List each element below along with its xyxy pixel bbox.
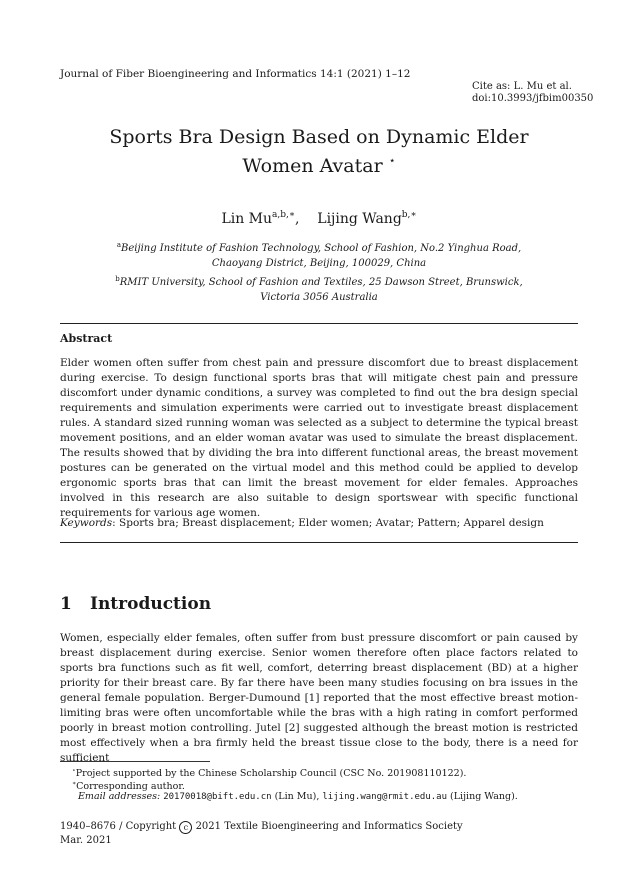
paper-title (60, 125, 578, 178)
author-affil-mark: a,b,∗ (272, 210, 295, 220)
footnote-project: ⋆Project supported by the Chinese Scholarship Council (CSC No. 201908110122). (72, 767, 467, 779)
title-line-1: Sports Bra Design Based on Dynamic Elder (109, 126, 529, 148)
keywords (60, 517, 578, 529)
author-affil-mark: b,∗ (401, 210, 417, 220)
abstract-heading: Abstract (60, 332, 113, 345)
issn: 1940–8676 / Copyright (60, 821, 177, 832)
affiliation-a: $^a$Beijing Institute of Fashion Technology, School of Fashion, No.2 Yinghua Road, Chaoyang District, Beijing, 100029, China (116, 241, 522, 269)
affiliation-b: $^b$RMIT University, School of Fashion and Textiles, 25 Dawson Street, Brunswick, Victoria 3056 Australia (115, 275, 523, 303)
doi: doi:10.3993/jfbim00350 (472, 93, 594, 104)
keywords-list: : Sports bra; Breast displacement; Elder women; Avatar; Pattern; Apparel design (112, 517, 544, 529)
publication-date: Mar. 2021 (60, 835, 112, 846)
section-title: Introduction (90, 594, 212, 614)
section-heading (60, 594, 211, 614)
footnote-corresponding: ∗Corresponding author. (72, 780, 185, 792)
footnote-emails: Email addresses: 20170018@bift.edu.cn (Lin Mu), lijing.wang@rmit.edu.au (Lijing Wang). (78, 791, 518, 802)
section-number: 1 (60, 594, 72, 614)
title-footnote-mark: ⋆ (388, 154, 396, 167)
email-link[interactable]: lijing.wang@rmit.edu.au (322, 792, 448, 802)
journal-header: Journal of Fiber Bioengineering and Informatics 14:1 (2021) 1–12 (60, 68, 411, 80)
cite-as: Cite as: L. Mu et al. (472, 81, 572, 92)
abstract-text: Elder women often suffer from chest pain and pressure discomfort due to breast displacement during exercise. To design functional sports bras that will mitigate chest pain and pressure discomfort under dynamic conditions, a survey was completed to find out the bra design special requirements and simulation experiments were carried out to investigate breast displacement rules. A standard sized running woman was selected as a subject to determine the typical breast movement positions, and an elder woman avatar was used to simulate the breast displacement. The results showed that by dividing the bra into different functional areas, the breast movement postures can be generated on the virtual model and this method could be applied to develop ergonomic sports bras that can limit the breast movement for elder females. Approaches involved in this research are also suitable to design sportswear with specific functional requirements for various age women. (60, 357, 578, 519)
copyright-footer (60, 820, 463, 848)
title-line-2: Women Avatar ⋆ (242, 154, 396, 177)
email-link[interactable]: 20170018@bift.edu.cn (163, 792, 272, 802)
intro-paragraph: Women, especially elder females, often suffer from bust pressure discomfort or pain caused by breast displacement during exercise. Senior women therefore often place factors related to sports bra functions such as fit well, comfort, deterring breast displacement (BD) at a higher priority for their breast care. By far there have been many studies focusing on bra issues in the general female population. Berger-Dumound [1] reported that the most effective breast motion-limiting bras were often uncomfortable while the bras with a high rating in comfort performed poorly in breast motion controlling. Jutel [2] suggested although the breast motion is restricted most effectively when a bra firmly held the breast tissue close to the body, there is a need for sufficient (60, 632, 578, 764)
society: 2021 Textile Bioengineering and Informatics Society (195, 821, 463, 832)
keywords-label: Keywords (60, 517, 113, 529)
author-name: Lin Mu (221, 211, 273, 227)
abstract-top-rule (60, 323, 578, 324)
author-name: Lijing Wang (317, 211, 402, 227)
author-list: Lin $Mu^{a,b,∗}$, Lijing Wang$^{b,∗}$ (221, 210, 417, 227)
footnote-rule (60, 761, 210, 762)
abstract-bottom-rule (60, 542, 578, 543)
citation-block (472, 81, 593, 105)
copyright-icon: c (179, 821, 192, 834)
